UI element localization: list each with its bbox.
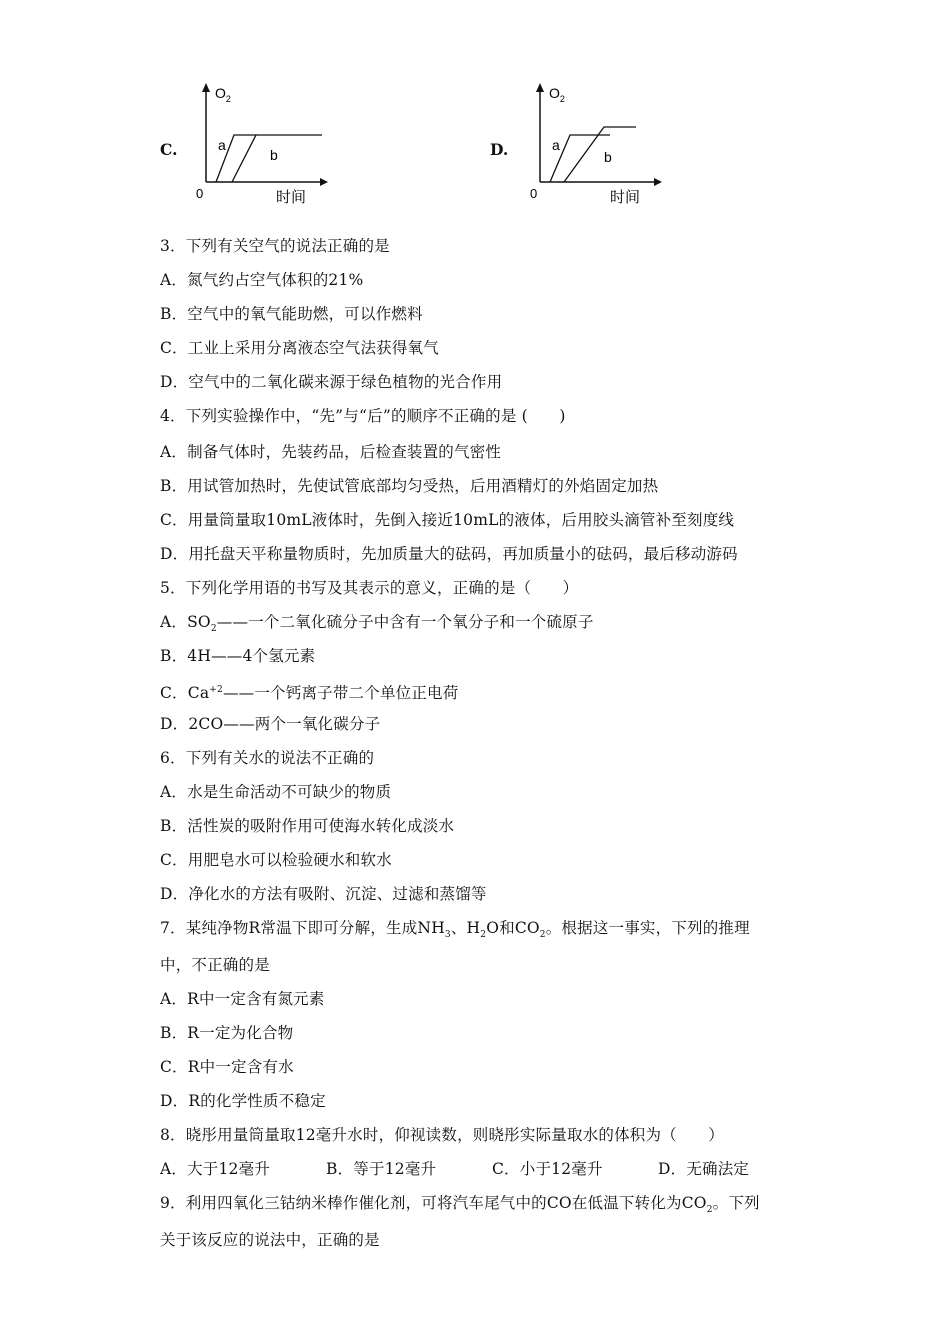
q8-option-b: B．等于12毫升 bbox=[326, 1160, 437, 1178]
q6-option-d: D．净化水的方法有吸附、沉淀、过滤和蒸馏等 bbox=[160, 885, 487, 903]
q6-option-b: B．活性炭的吸附作用可使海水转化成淡水 bbox=[160, 817, 455, 835]
q6-stem: 6．下列有关水的说法不正确的 bbox=[160, 749, 375, 767]
q8-option-d: D．无确法定 bbox=[658, 1160, 750, 1178]
curve-a bbox=[216, 135, 322, 182]
q6-option-a: A．水是生命活动不可缺少的物质 bbox=[160, 783, 392, 801]
q3-option-c: C．工业上采用分离液态空气法获得氧气 bbox=[160, 339, 439, 357]
x-axis-label: 时间 bbox=[610, 189, 641, 206]
graph-d bbox=[524, 80, 674, 210]
q7-option-a: A．R中一定含有氮元素 bbox=[160, 990, 325, 1008]
q5-stem: 5．下列化学用语的书写及其表示的意义，正确的是（ ） bbox=[160, 579, 579, 597]
q5-option-b: B．4H——4个氢元素 bbox=[160, 647, 316, 665]
q9-stem-line2: 关于该反应的说法中，正确的是 bbox=[160, 1231, 380, 1249]
option-d-label: D. bbox=[490, 140, 509, 159]
q6-option-c: C．用肥皂水可以检验硬水和软水 bbox=[160, 851, 392, 869]
graph-c-svg bbox=[190, 80, 340, 210]
q3-stem: 3．下列有关空气的说法正确的是 bbox=[160, 237, 390, 255]
q3-option-a: A．氮气约占空气体积的21% bbox=[160, 271, 364, 289]
q3-option-d: D．空气中的二氧化碳来源于绿色植物的光合作用 bbox=[160, 373, 503, 391]
x-axis-arrow bbox=[654, 178, 662, 186]
q7-option-d: D．R的化学性质不稳定 bbox=[160, 1092, 326, 1110]
q5-option-c: C．$Ca^{+2}——$一个钙离子带二个单位正电荷 bbox=[160, 684, 459, 703]
x-axis-label: 时间 bbox=[276, 189, 307, 206]
q8-option-a: A．大于12毫升 bbox=[160, 1160, 271, 1178]
x-axis-arrow bbox=[320, 178, 328, 186]
q7-option-b: B．R一定为化合物 bbox=[160, 1024, 294, 1042]
curve-a-label: a bbox=[218, 137, 226, 153]
graph-d-svg bbox=[524, 80, 674, 210]
curve-b-label: b bbox=[270, 147, 278, 163]
origin-label: 0 bbox=[530, 186, 538, 201]
q7-stem-line2: 中，不正确的是 bbox=[160, 956, 270, 974]
q5-option-d: D．2CO——两个一氧化碳分子 bbox=[160, 715, 381, 733]
curve-a-label: a bbox=[552, 137, 560, 153]
y-axis-label: $O_2$ bbox=[215, 85, 231, 104]
q8-stem: 8．晓彤用量筒量取12毫升水时，仰视读数，则晓彤实际量取水的体积为（ ） bbox=[160, 1126, 724, 1144]
y-axis-arrow bbox=[202, 83, 210, 92]
q4-option-d: D．用托盘天平称量物质时，先加质量大的砝码，再加质量小的砝码，最后移动游码 bbox=[160, 545, 738, 563]
q5-option-a: A．$SO_2——$一个二氧化硫分子中含有一个氧分子和一个硫原子 bbox=[160, 613, 594, 635]
q8-option-c: C．小于12毫升 bbox=[492, 1160, 603, 1178]
q3-option-b: B．空气中的氧气能助燃，可以作燃料 bbox=[160, 305, 423, 323]
graph-c bbox=[190, 80, 340, 210]
q9-stem: 9．利用四氧化三钴纳米棒作催化剂，可将汽车尾气中的CO在低温下转化为$CO_2$。下列 bbox=[160, 1194, 760, 1216]
y-axis-label: $O_2$ bbox=[549, 85, 565, 104]
q8-options bbox=[160, 1159, 749, 1179]
y-axis-arrow bbox=[536, 83, 544, 92]
q4-stem: 4．下列实验操作中，“先”与“后”的顺序不正确的是 ( ) bbox=[160, 407, 566, 425]
q7-stem: 7．某纯净物R常温下即可分解，生成$NH_3$、$H_2O$和$CO_2$。根据这一事实，下列的推理 bbox=[160, 919, 750, 941]
q4-option-b: B．用试管加热时，先使试管底部均匀受热，后用酒精灯的外焰固定加热 bbox=[160, 477, 659, 495]
option-c-label: C. bbox=[160, 140, 178, 159]
q4-option-a: A．制备气体时，先装药品，后检查装置的气密性 bbox=[160, 443, 502, 461]
origin-label: 0 bbox=[196, 186, 204, 201]
q7-option-c: C．R中一定含有水 bbox=[160, 1058, 294, 1076]
q4-option-c: C．用量筒量取10mL液体时，先倒入接近10mL的液体，后用胶头滴管补至刻度线 bbox=[160, 511, 735, 529]
curve-b bbox=[232, 135, 256, 182]
curve-b-label: b bbox=[604, 149, 612, 165]
